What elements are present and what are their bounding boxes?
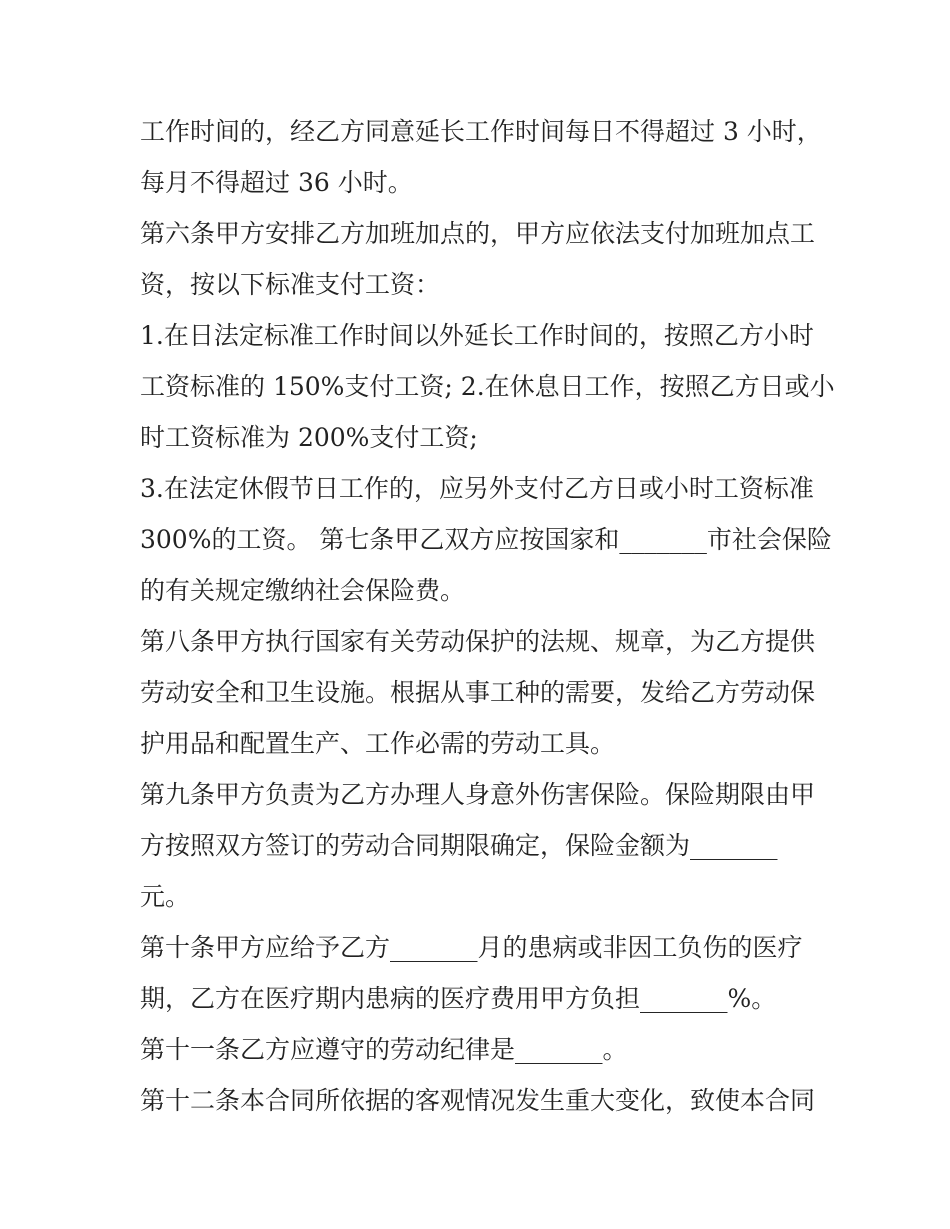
text-line: 第九条甲方负责为乙方办理人身意外伤害保险。保险期限由甲 — [140, 780, 816, 809]
text-line: 方按照双方签订的劳动合同期限确定，保险金额为_______ — [140, 831, 778, 860]
text-line: 3.在法定休假节日工作的，应另外支付乙方日或小时工资标准 — [140, 474, 814, 503]
text-line: 工作时间的，经乙方同意延长工作时间每日不得超过 3 小时， — [140, 117, 822, 146]
text-line: 300%的工资。 第七条甲乙双方应按国家和_______市社会保险 — [140, 525, 832, 554]
contract-text — [140, 106, 835, 1126]
text-line: 工资标准的 150%支付工资; 2.在休息日工作，按照乙方日或小 — [140, 372, 835, 401]
text-line: 劳动安全和卫生设施。根据从事工种的需要，发给乙方劳动保 — [140, 678, 816, 707]
text-line: 第十一条乙方应遵守的劳动纪律是_______。 — [140, 1035, 628, 1064]
text-line: 的有关规定缴纳社会保险费。 — [140, 576, 466, 605]
text-line: 1.在日法定标准工作时间以外延长工作时间的，按照乙方小时 — [140, 321, 814, 350]
text-line: 护用品和配置生产、工作必需的劳动工具。 — [140, 729, 616, 758]
text-line: 资，按以下标准支付工资： — [140, 270, 441, 299]
text-line: 期，乙方在医疗期内患病的医疗费用甲方负担_______%。 — [140, 984, 777, 1013]
text-line: 第八条甲方执行国家有关劳动保护的法规、规章，为乙方提供 — [140, 627, 816, 656]
text-line: 第十条甲方应给予乙方_______月的患病或非因工负伤的医疗 — [140, 933, 803, 962]
text-line: 第六条甲方安排乙方加班加点的，甲方应依法支付加班加点工 — [140, 219, 816, 248]
text-line: 第十二条本合同所依据的客观情况发生重大变化，致使本合同 — [140, 1086, 816, 1115]
text-line: 元。 — [140, 882, 191, 911]
text-line: 每月不得超过 36 小时。 — [140, 168, 413, 197]
text-line: 时工资标准为 200%支付工资; — [140, 423, 478, 452]
